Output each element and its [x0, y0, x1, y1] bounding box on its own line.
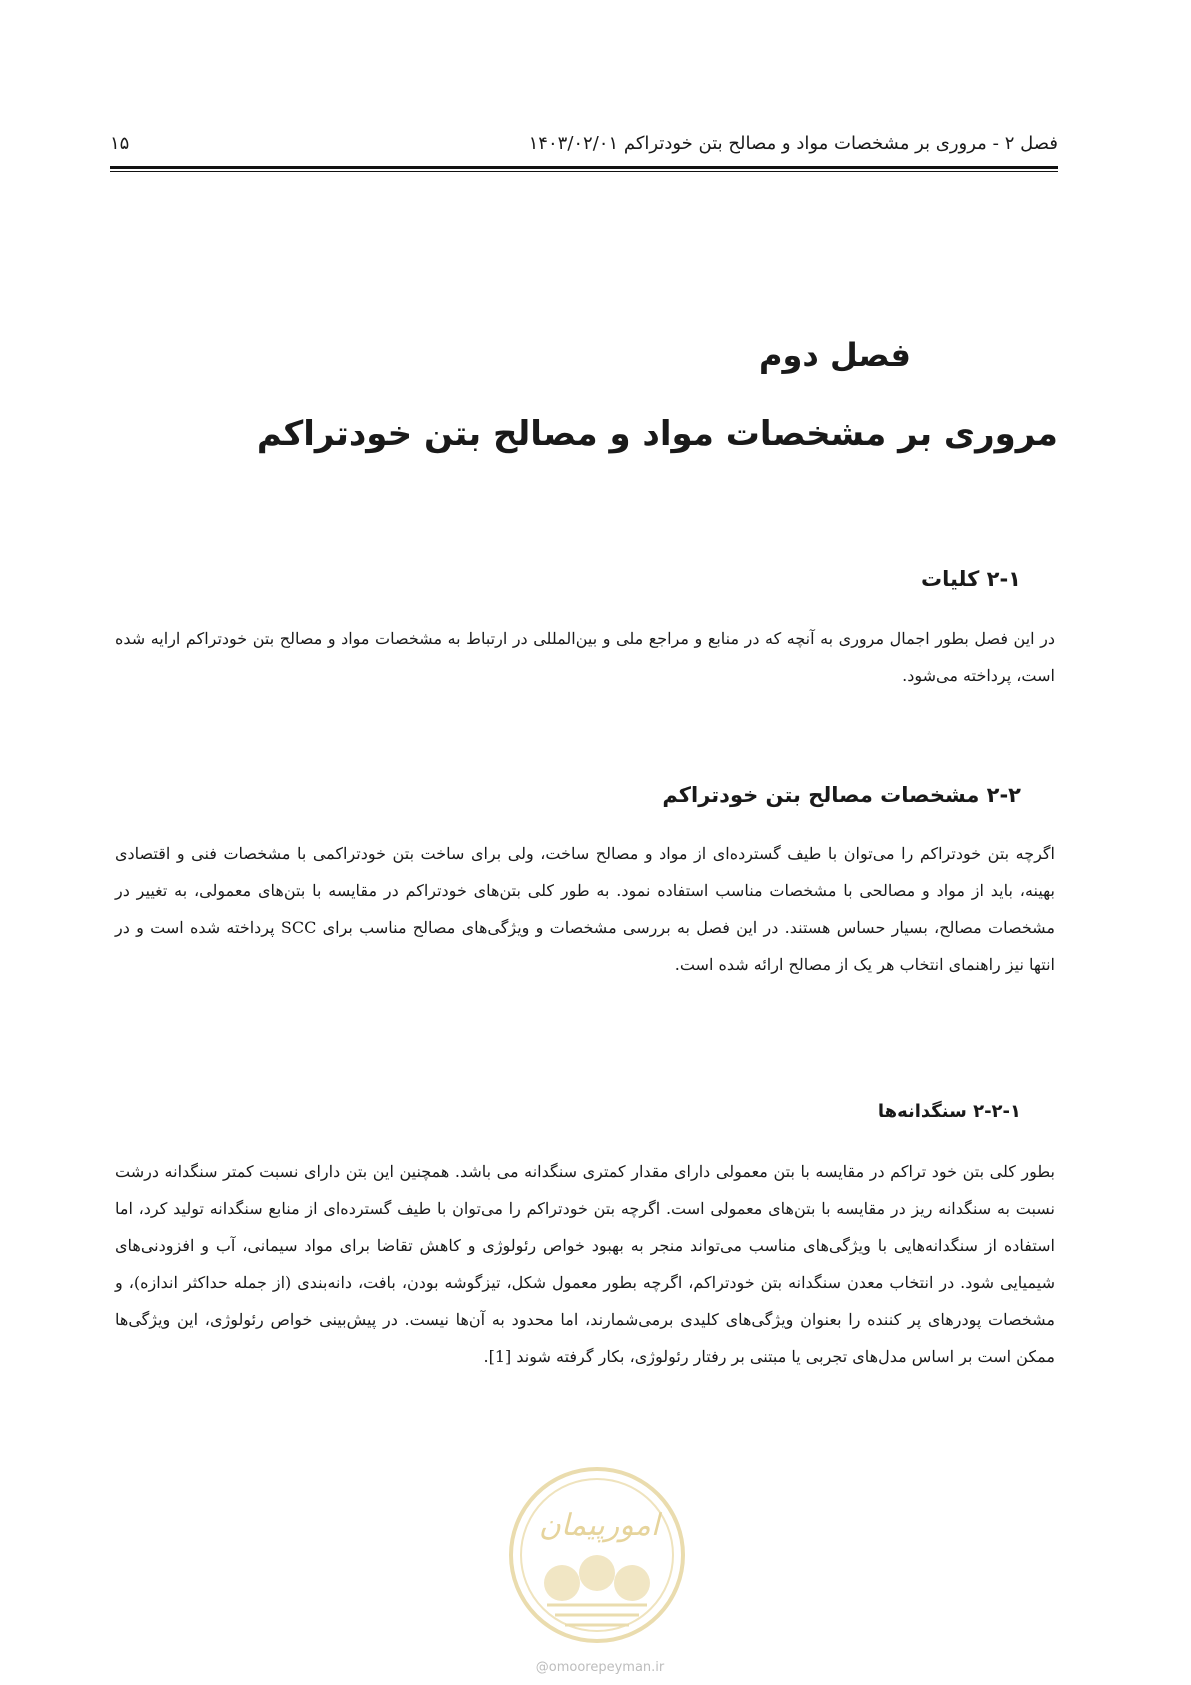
page-number: ۱۵	[110, 133, 130, 154]
section-heading-materials	[662, 783, 1021, 807]
watermark-logo-text: امورپیمان	[538, 1508, 660, 1543]
header-rule-thin	[110, 171, 1058, 172]
section-body-materials	[115, 835, 1055, 983]
section-heading-materials-text: ۲-۲ مشخصات مصالح بتن خودتراکم	[662, 783, 1021, 807]
header-rule-thick	[110, 166, 1058, 169]
section-heading-general: ۲-۱ کلیات	[920, 567, 1021, 591]
materials-abbr: SCC	[280, 918, 317, 937]
materials-text-part1: اگرچه بتن خودتراکم را می‌توان با طیف گسترده‌ای از مواد و مصالح ساخت، ولی برای ساخت بتن خودتراکمی با مشخصات فنی و اقتصادی بهینه، باید از مواد و مصالحی با مشخصات مناسب استفاده نمود. به طور کلی بتن‌های خودتراکم در مقایسه با بتن‌های معمولی، به تغییر در مشخصات مصالح، بسیار حساس هستند. در این فصل به بررسی مشخصات و ویژگی‌های مصالح مناسب برای	[115, 844, 1055, 937]
running-header	[110, 128, 1058, 160]
subsection-heading-aggregates: ۲-۲-۱ سنگدانه‌ها	[877, 1101, 1021, 1122]
materials-text-part2: پرداخته شده است و در انتها نیز راهنمای انتخاب هر یک از مصالح ارائه شده است.	[115, 918, 1055, 974]
watermark-url: @omoorepeyman.ir	[535, 1660, 665, 1675]
aggregates-text: بطور کلی بتن خود تراکم در مقایسه با بتن معمولی دارای مقدار کمتری سنگدانه می باشد. همچنین این بتن دارای نسبت کمتر سنگدانه درشت نسبت به سنگدانه ریز در مقایسه با بتن‌های معمولی است. اگرچه بتن خودتراکم را می‌توان با طیف گسترده‌ای از منابع سنگدانه تولید کرد، اما استفاده از سنگدانه‌هایی با ویژگی‌های مناسب می‌تواند منجر به بهبود خواص رئولوژی و کاهش تقاضا برای مواد سیمانی، آب و افزودنی‌های شیمیایی شود. در انتخاب معدن سنگدانه بتن خودتراکم، اگرچه بطور معمول شکل، تیزگوشه بودن، بافت، دانه‌بندی (از جمله حداکثر اندازه)، و مشخصات پودرهای پر کننده را بعنوان ویژگی‌های کلیدی برمی‌شمارند، اما محدود به آن‌ها نیست. در پیش‌بینی خواص رئولوژی، این ویژگی‌ها ممکن است بر اساس مدل‌های تجربی یا مبتنی بر رفتار رئولوژی، بکار گرفته شوند	[115, 1162, 1056, 1366]
section-body-general: در این فصل بطور اجمال مروری به آنچه که در منابع و مراجع ملی و بین‌المللی در ارتباط به مشخصات مواد و مصالح بتن خودتراکم ارایه شده است، پرداخته می‌شود.	[115, 629, 1055, 685]
chapter-title: مروری بر مشخصات مواد و مصالح بتن خودتراکم	[256, 414, 1058, 454]
header-title: فصل ۲ - مروری بر مشخصات مواد و مصالح بتن خودتراکم ۱۴۰۳/۰۲/۰۱	[528, 133, 1058, 154]
subsection-body-aggregates	[115, 1153, 1055, 1375]
chapter-label: فصل دوم	[759, 336, 911, 374]
citation: [1].	[483, 1347, 512, 1366]
watermark-logo-icon	[507, 1465, 687, 1645]
